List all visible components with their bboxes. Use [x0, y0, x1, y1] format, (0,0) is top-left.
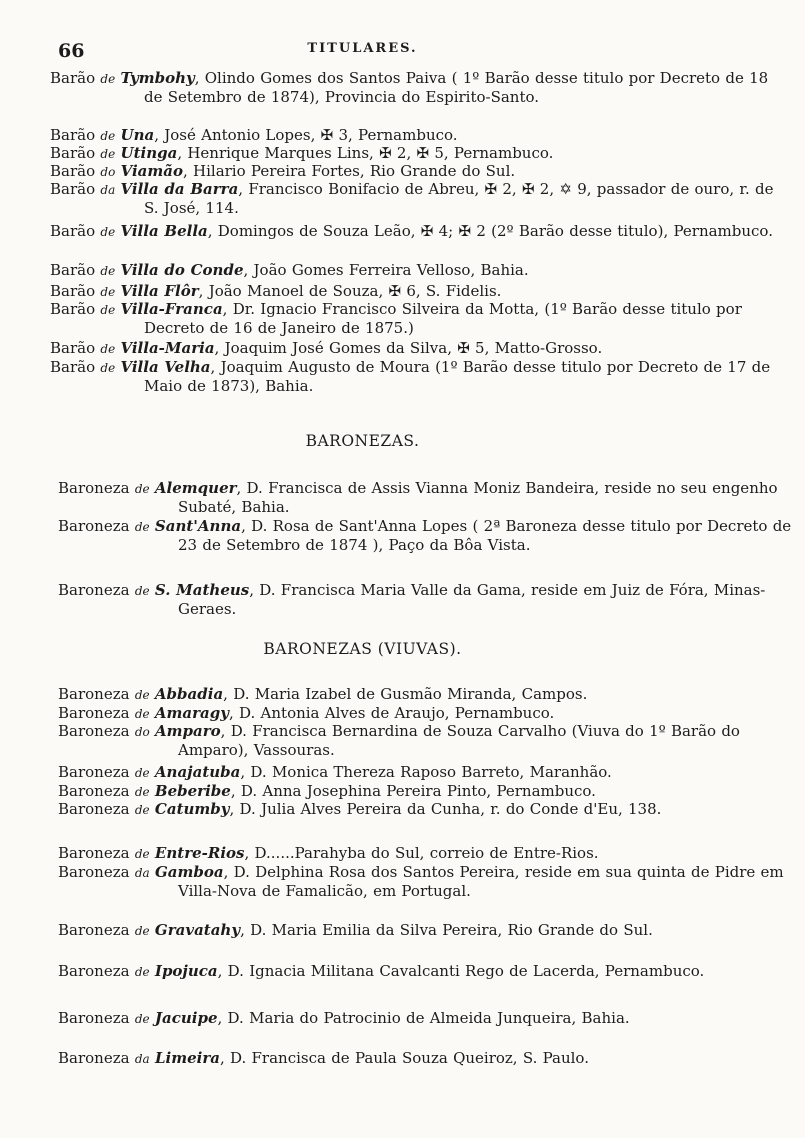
entry-prep: de	[134, 803, 150, 817]
entry-prep: de	[100, 342, 116, 356]
entry-place: Villa do Conde	[120, 261, 244, 279]
entry-title: Barão	[50, 261, 96, 279]
entry-prep: de	[100, 285, 116, 299]
entry-title: Baroneza	[58, 782, 130, 800]
entry-viuvas	[58, 801, 805, 820]
entry-text: , Domingos de Souza Leão, ✠ 4; ✠ 2 (2º Barão desse titulo), Pernambuco.	[207, 222, 773, 240]
entry-text: , D......Parahyba do Sul, correio de Entre-Rios.	[244, 844, 599, 862]
entry-place: Jacuipe	[154, 1009, 218, 1027]
entry-title: Baroneza	[58, 1009, 130, 1027]
entry-baroes	[50, 340, 779, 359]
entry-prep: de	[134, 707, 150, 721]
entry-text: , D. Monica Thereza Raposo Barreto, Maranhão.	[240, 763, 612, 781]
entry-title: Barão	[50, 126, 96, 144]
entry-baroes	[50, 127, 779, 146]
entry-place: Gravatahy	[154, 921, 241, 939]
entry-title: Barão	[50, 282, 96, 300]
entry-text: , Olindo Gomes dos Santos Paiva ( 1º Barão desse titulo por Decreto de 18 de Setembro de 1874), Provincia do Espirito-Santo.	[144, 69, 769, 106]
entry-text: , D. Francisca Maria Valle da Gama, reside em Juiz de Fóra, Minas-Geraes.	[178, 581, 766, 618]
entry-viuvas	[58, 845, 805, 864]
entry-baroes	[50, 181, 779, 218]
entry-place: Abbadia	[154, 685, 224, 703]
entry-prep: de	[134, 965, 150, 979]
entry-viuvas	[58, 764, 805, 783]
page-number: 66	[58, 40, 85, 62]
entry-text: , Joaquim Augusto de Moura (1º Barão desse titulo por Decreto de 17 de Maio de 1873), Bahia.	[144, 358, 771, 395]
entry-place: Limeira	[154, 1049, 220, 1067]
entry-prep: do	[100, 165, 116, 179]
entry-title: Baroneza	[58, 800, 130, 818]
entry-place: Beberibe	[154, 782, 231, 800]
entry-title: Baroneza	[58, 844, 130, 862]
entry-text: , João Gomes Ferreira Velloso, Bahia.	[243, 261, 529, 279]
entry-title: Baroneza	[58, 517, 130, 535]
entry-place: Ipojuca	[154, 962, 218, 980]
entry-place: Villa-Maria	[120, 339, 215, 357]
entry-title: Baroneza	[58, 685, 130, 703]
entry-viuvas	[58, 1050, 805, 1069]
entry-text: , João Manoel de Souza, ✠ 6, S. Fidelis.	[198, 282, 502, 300]
entry-place: Amaragy	[154, 704, 229, 722]
entry-place: Sant'Anna	[154, 517, 242, 535]
entry-title: Barão	[50, 300, 96, 318]
entry-title: Baroneza	[58, 581, 130, 599]
entry-prep: de	[134, 482, 150, 496]
entry-prep: da	[100, 183, 116, 197]
entry-prep: de	[134, 1012, 150, 1026]
entry-text: , D. Julia Alves Pereira da Cunha, r. do Conde d'Eu, 138.	[229, 800, 662, 818]
entry-viuvas	[58, 963, 805, 982]
entry-viuvas	[58, 705, 805, 724]
entry-title: Barão	[50, 180, 96, 198]
section-heading: BARONEZAS.	[305, 432, 420, 450]
entry-text: , José Antonio Lopes, ✠ 3, Pernambuco.	[154, 126, 458, 144]
entry-title: Barão	[50, 144, 96, 162]
entry-title: Barão	[50, 339, 96, 357]
entry-place: Tymbohy	[120, 69, 195, 87]
entry-title: Baroneza	[58, 722, 130, 740]
entry-prep: da	[134, 1052, 150, 1066]
entry-text: , Francisco Bonifacio de Abreu, ✠ 2, ✠ 2, ✡ 9, passador de ouro, r. de S. José, 114.	[144, 180, 774, 217]
entry-prep: de	[100, 303, 116, 317]
entry-title: Baroneza	[58, 763, 130, 781]
entry-text: , Henrique Marques Lins, ✠ 2, ✠ 5, Pernambuco.	[177, 144, 554, 162]
entry-place: Una	[120, 126, 155, 144]
entry-prep: de	[134, 520, 150, 534]
entry-viuvas	[58, 864, 805, 901]
entry-place: Viamão	[120, 162, 183, 180]
entry-baroes	[50, 283, 779, 302]
entry-prep: de	[100, 361, 116, 375]
entry-text: , D. Ignacia Militana Cavalcanti Rego de Lacerda, Pernambuco.	[217, 962, 705, 980]
entry-place: Entre-Rios	[154, 844, 245, 862]
entry-text: , D. Anna Josephina Pereira Pinto, Pernambuco.	[230, 782, 596, 800]
entry-baroes	[50, 163, 779, 182]
entry-prep: de	[100, 147, 116, 161]
entry-viuvas	[58, 1010, 805, 1029]
entry-baroes	[50, 70, 779, 107]
entry-prep: do	[134, 725, 150, 739]
entry-prep: de	[100, 129, 116, 143]
entry-viuvas	[58, 783, 805, 802]
entry-text: , D. Francisca Bernardina de Souza Carvalho (Viuva do 1º Barão do Amparo), Vassouras.	[178, 722, 740, 759]
entry-baroes	[50, 223, 779, 242]
entry-text: , D. Francisca de Paula Souza Queiroz, S. Paulo.	[219, 1049, 589, 1067]
entry-title: Baroneza	[58, 921, 130, 939]
entry-text: , D. Rosa de Sant'Anna Lopes ( 2ª Baroneza desse titulo por Decreto de 23 de Setembro de 1874 ), Paço da Bôa Vista.	[178, 517, 792, 554]
entry-place: Villa Bella	[120, 222, 208, 240]
entry-place: Anajatuba	[154, 763, 241, 781]
entry-text: , Hilario Pereira Fortes, Rio Grande do Sul.	[182, 162, 516, 180]
entry-prep: de	[134, 785, 150, 799]
entry-place: Gamboa	[154, 863, 224, 881]
entry-baroes	[50, 145, 779, 164]
entry-text: , Joaquim José Gomes da Silva, ✠ 5, Matto-Grosso.	[214, 339, 603, 357]
entry-title: Baroneza	[58, 704, 130, 722]
entry-title: Barão	[50, 358, 96, 376]
entry-place: Villa da Barra	[120, 180, 239, 198]
entry-prep: de	[134, 766, 150, 780]
entry-baronezas	[58, 518, 805, 555]
running-head: TITULARES.	[307, 41, 418, 56]
entry-title: Barão	[50, 69, 96, 87]
entry-viuvas	[58, 922, 805, 941]
entry-place: Villa Flôr	[120, 282, 199, 300]
entry-place: Alemquer	[154, 479, 237, 497]
entry-text: , Dr. Ignacio Francisco Silveira da Motta, (1º Barão desse titulo por Decreto de 16 de Janeiro de 1875.)	[144, 300, 742, 337]
entry-baroes	[50, 301, 779, 338]
entry-baronezas	[58, 480, 805, 517]
entry-title: Baroneza	[58, 863, 130, 881]
entry-title: Baroneza	[58, 479, 130, 497]
entry-text: , D. Delphina Rosa dos Santos Pereira, reside em sua quinta de Pidre em Villa-Nova de Famalicão, em Portugal.	[178, 863, 784, 900]
entry-text: , D. Antonia Alves de Araujo, Pernambuco.	[228, 704, 555, 722]
entry-prep: de	[100, 72, 116, 86]
entry-baroes	[50, 262, 779, 281]
entry-place: Catumby	[154, 800, 230, 818]
entry-baroes	[50, 359, 779, 396]
entry-prep: de	[100, 264, 116, 278]
entry-place: Villa Velha	[120, 358, 211, 376]
entry-viuvas	[58, 723, 805, 760]
entry-title: Baroneza	[58, 1049, 130, 1067]
entry-viuvas	[58, 686, 805, 705]
entry-title: Barão	[50, 222, 96, 240]
entry-text: , D. Francisca de Assis Vianna Moniz Bandeira, reside no seu engenho Subaté, Bahia.	[178, 479, 778, 516]
entry-place: Amparo	[155, 722, 221, 740]
section-heading: BARONEZAS (VIUVAS).	[263, 640, 462, 658]
entry-baronezas	[58, 582, 805, 619]
entry-prep: de	[134, 688, 150, 702]
entry-prep: de	[134, 924, 150, 938]
entry-prep: de	[134, 584, 150, 598]
entry-place: Utinga	[120, 144, 178, 162]
entry-prep: de	[134, 847, 150, 861]
entry-prep: de	[100, 225, 116, 239]
entry-place: S. Matheus	[154, 581, 250, 599]
entry-text: , D. Maria Emilia da Silva Pereira, Rio Grande do Sul.	[240, 921, 653, 939]
entry-title: Barão	[50, 162, 96, 180]
entry-title: Baroneza	[58, 962, 130, 980]
entry-text: , D. Maria Izabel de Gusmão Miranda, Campos.	[223, 685, 588, 703]
entry-text: , D. Maria do Patrocinio de Almeida Junqueira, Bahia.	[217, 1009, 630, 1027]
entry-place: Villa-Franca	[120, 300, 223, 318]
entry-prep: da	[134, 866, 150, 880]
